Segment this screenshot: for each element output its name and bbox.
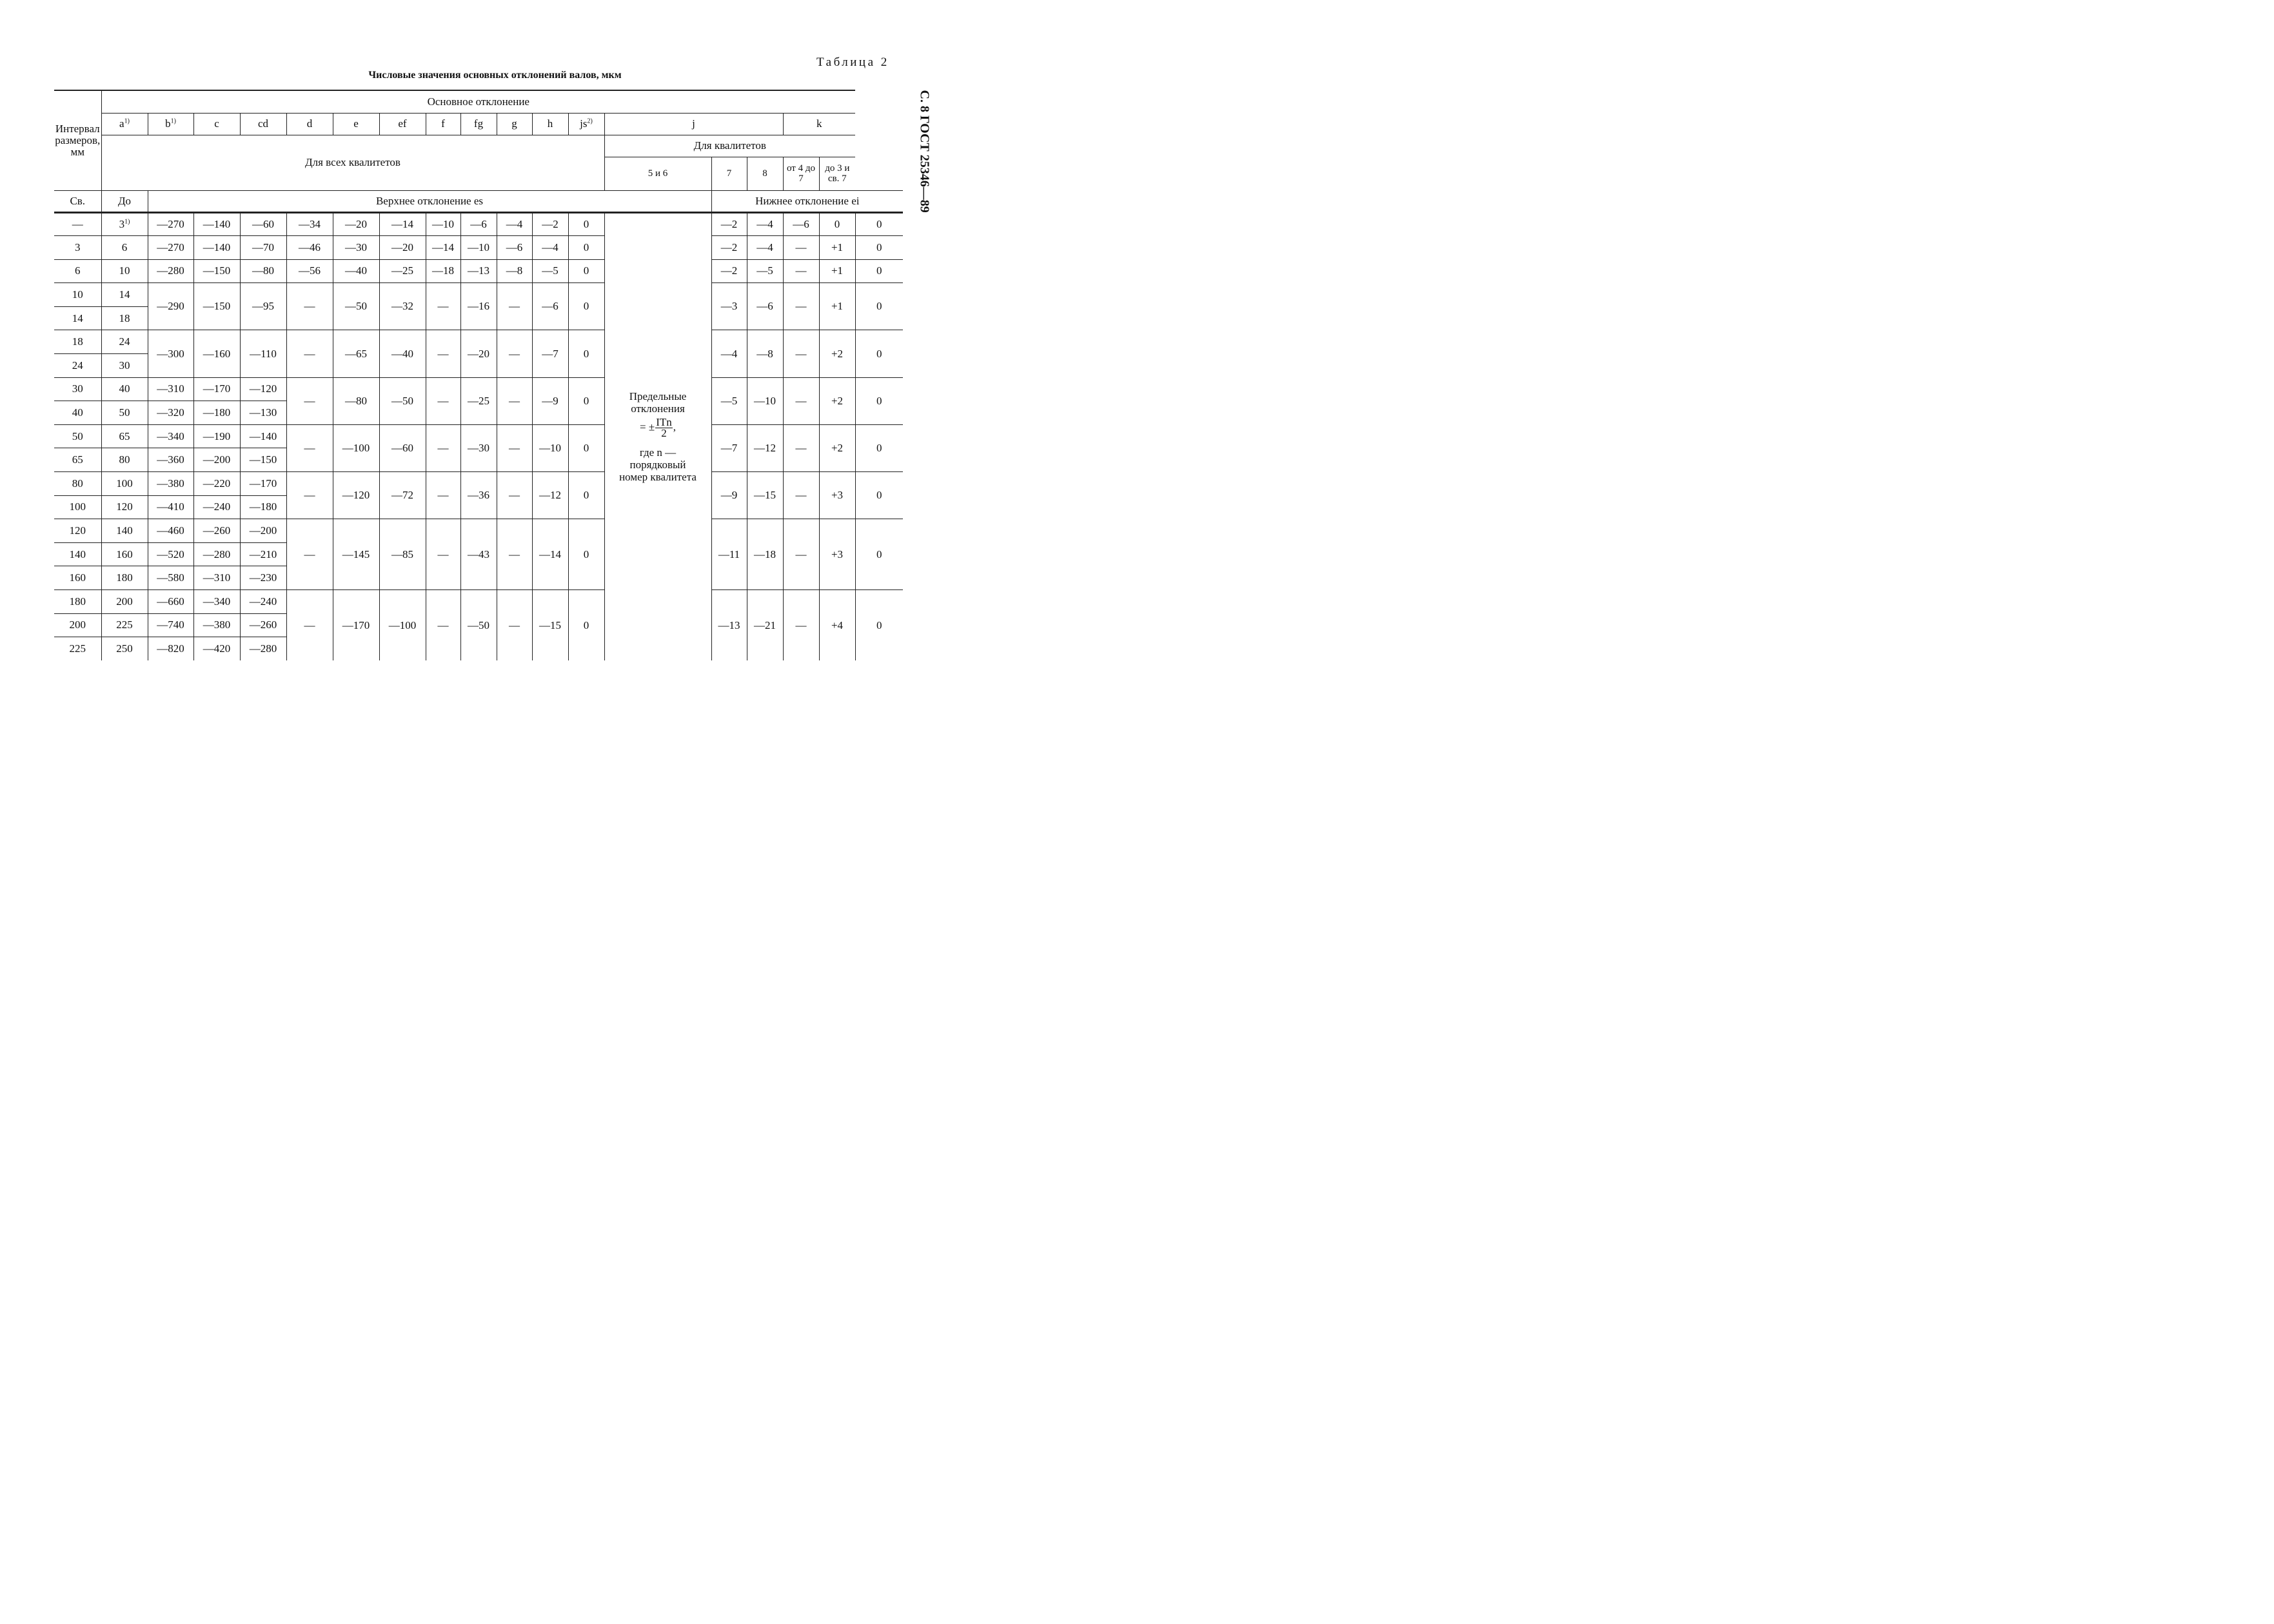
cell-fg: — — [497, 590, 532, 661]
cell-b: —150 — [193, 283, 240, 330]
js-note-line1: Предельные — [629, 390, 687, 403]
cell-a: —580 — [148, 566, 193, 590]
letter-e: e — [333, 113, 379, 135]
cell-f: —16 — [460, 283, 497, 330]
cell-cd: —46 — [286, 236, 333, 260]
cell-ef: — — [426, 519, 460, 590]
cell-g: —6 — [532, 283, 568, 330]
cell-cd: — — [286, 590, 333, 661]
cell-b: —310 — [193, 566, 240, 590]
from-header: Св. — [54, 190, 101, 212]
cell-to: 65 — [101, 424, 148, 448]
cell-h: 0 — [568, 330, 604, 377]
cell-c: —210 — [240, 542, 286, 566]
cell-cd: — — [286, 519, 333, 590]
cell-e: —40 — [379, 330, 426, 377]
table-row — [54, 330, 903, 354]
cell-from: 50 — [54, 424, 101, 448]
cell-b: —190 — [193, 424, 240, 448]
js-note-cell — [604, 212, 711, 660]
cell-b: —260 — [193, 519, 240, 543]
cell-to: 30 — [101, 354, 148, 378]
cell-from: 3 — [54, 236, 101, 260]
cell-e: —25 — [379, 259, 426, 283]
cell-b: —140 — [193, 212, 240, 236]
cell-d: —120 — [333, 472, 379, 519]
cell-b: —220 — [193, 472, 240, 496]
cell-a: —280 — [148, 259, 193, 283]
cell-j8: — — [783, 330, 819, 377]
letter-cd: cd — [240, 113, 286, 135]
header-row-1 — [54, 90, 903, 113]
cell-c: —240 — [240, 590, 286, 614]
cell-j8: — — [783, 519, 819, 590]
letter-ef: ef — [379, 113, 426, 135]
cell-e: —100 — [379, 590, 426, 661]
cell-f: —43 — [460, 519, 497, 590]
cell-b: —160 — [193, 330, 240, 377]
cell-c: —170 — [240, 472, 286, 496]
table-row — [54, 259, 903, 283]
cell-f: —10 — [460, 236, 497, 260]
cell-to: 100 — [101, 472, 148, 496]
letter-fg: fg — [460, 113, 497, 135]
letter-j: j — [604, 113, 783, 135]
letter-f: f — [426, 113, 460, 135]
table-row — [54, 283, 903, 307]
cell-j5-6: —2 — [711, 259, 747, 283]
cell-fg: — — [497, 330, 532, 377]
cell-c: —200 — [240, 519, 286, 543]
cell-f: —50 — [460, 590, 497, 661]
cell-d: —100 — [333, 424, 379, 471]
letter-k: k — [783, 113, 855, 135]
page-side-label: С. 8 ГОСТ 25346—89 — [917, 90, 932, 213]
cell-to: 160 — [101, 542, 148, 566]
cell-ef: — — [426, 424, 460, 471]
cell-k4-7: +3 — [819, 519, 855, 590]
cell-cd: —56 — [286, 259, 333, 283]
cell-from: 225 — [54, 637, 101, 661]
cell-g: —2 — [532, 212, 568, 236]
table-row — [54, 377, 903, 401]
cell-h: 0 — [568, 590, 604, 661]
cell-to: 24 — [101, 330, 148, 354]
grade-4-7: от 4 до 7 — [783, 157, 819, 190]
cell-h: 0 — [568, 236, 604, 260]
cell-d: —80 — [333, 377, 379, 424]
letter-b: $b^{1)}$ — [148, 113, 193, 135]
cell-b: —340 — [193, 590, 240, 614]
cell-from: 14 — [54, 306, 101, 330]
grade-upto3-over7: до 3 и св. 7 — [819, 157, 855, 190]
cell-e: —20 — [379, 236, 426, 260]
cell-d: —65 — [333, 330, 379, 377]
cell-a: —460 — [148, 519, 193, 543]
cell-e: —14 — [379, 212, 426, 236]
grade-7: 7 — [711, 157, 747, 190]
cell-c: —230 — [240, 566, 286, 590]
letter-js: $js^{2)}$ — [568, 113, 604, 135]
cell-a: —340 — [148, 424, 193, 448]
cell-j5-6: —11 — [711, 519, 747, 590]
cell-f: —20 — [460, 330, 497, 377]
cell-b: —280 — [193, 542, 240, 566]
cell-b: —420 — [193, 637, 240, 661]
cell-to: 6 — [101, 236, 148, 260]
cell-g: —7 — [532, 330, 568, 377]
to-header: До — [101, 190, 148, 212]
table-row — [54, 519, 903, 543]
cell-j7: —12 — [747, 424, 783, 471]
cell-j5-6: —3 — [711, 283, 747, 330]
cell-cd: — — [286, 283, 333, 330]
cell-fg: — — [497, 377, 532, 424]
cell-cd: — — [286, 377, 333, 424]
letter-a: $a^{1)}$ — [101, 113, 148, 135]
cell-from: 65 — [54, 448, 101, 472]
grade-5-6: 5 и 6 — [604, 157, 711, 190]
cell-c: —70 — [240, 236, 286, 260]
cell-j7: —4 — [747, 212, 783, 236]
cell-c: —140 — [240, 424, 286, 448]
cell-f: —30 — [460, 424, 497, 471]
cell-g: —9 — [532, 377, 568, 424]
deviation-type-row — [54, 190, 903, 212]
letters-row — [54, 113, 903, 135]
cell-j7: —18 — [747, 519, 783, 590]
cell-from: 180 — [54, 590, 101, 614]
cell-cd: — — [286, 424, 333, 471]
upper-deviation-header: Верхнее отклонение es — [148, 190, 711, 212]
cell-k-other: 0 — [855, 212, 903, 236]
js-note-line4: порядковый — [629, 459, 686, 471]
cell-a: —300 — [148, 330, 193, 377]
cell-a: —310 — [148, 377, 193, 401]
cell-h: 0 — [568, 283, 604, 330]
cell-from: 200 — [54, 613, 101, 637]
cell-fg: — — [497, 472, 532, 519]
cell-g: —12 — [532, 472, 568, 519]
cell-c: —150 — [240, 448, 286, 472]
cell-j5-6: —13 — [711, 590, 747, 661]
cell-e: —72 — [379, 472, 426, 519]
cell-a: —360 — [148, 448, 193, 472]
cell-a: —380 — [148, 472, 193, 496]
cell-k-other: 0 — [855, 377, 903, 424]
letter-g: g — [497, 113, 532, 135]
cell-to: 250 — [101, 637, 148, 661]
formula-denominator: 2 — [661, 427, 667, 440]
cell-from: 24 — [54, 354, 101, 378]
cell-d: —145 — [333, 519, 379, 590]
cell-to: 80 — [101, 448, 148, 472]
cell-d: —30 — [333, 236, 379, 260]
cell-a: —270 — [148, 212, 193, 236]
letter-d: d — [286, 113, 333, 135]
cell-j7: —6 — [747, 283, 783, 330]
cell-a: —410 — [148, 495, 193, 519]
formula-numerator: ITn — [656, 416, 672, 429]
cell-c: —60 — [240, 212, 286, 236]
cell-c: —280 — [240, 637, 286, 661]
cell-k4-7: +3 — [819, 472, 855, 519]
cell-k4-7: +2 — [819, 377, 855, 424]
cell-to: 40 — [101, 377, 148, 401]
cell-d: —170 — [333, 590, 379, 661]
cell-j8: — — [783, 377, 819, 424]
cell-a: —270 — [148, 236, 193, 260]
letter-h: h — [532, 113, 568, 135]
cell-ef: — — [426, 330, 460, 377]
cell-cd: — — [286, 472, 333, 519]
cell-j7: —10 — [747, 377, 783, 424]
cell-k-other: 0 — [855, 519, 903, 590]
cell-to: 14 — [101, 283, 148, 307]
cell-b: —180 — [193, 401, 240, 425]
cell-c: —110 — [240, 330, 286, 377]
cell-e: —60 — [379, 424, 426, 471]
js-note-formula: = ± $\frac{\text{ITn}}{2}$ , — [640, 416, 676, 440]
cell-a: —820 — [148, 637, 193, 661]
cell-j5-6: —7 — [711, 424, 747, 471]
cell-j7: —8 — [747, 330, 783, 377]
cell-from: — — [54, 212, 101, 236]
cell-to: 120 — [101, 495, 148, 519]
cell-from: 6 — [54, 259, 101, 283]
cell-j8: — — [783, 283, 819, 330]
main-deviation-header: Основное отклонение — [101, 90, 855, 113]
lower-deviation-header: Нижнее отклонение ei — [711, 190, 903, 212]
cell-fg: — — [497, 283, 532, 330]
cell-c: —180 — [240, 495, 286, 519]
cell-a: —740 — [148, 613, 193, 637]
cell-ef: — — [426, 377, 460, 424]
cell-from: 40 — [54, 401, 101, 425]
cell-from: 140 — [54, 542, 101, 566]
cell-j8: —6 — [783, 212, 819, 236]
cell-from: 80 — [54, 472, 101, 496]
cell-to: 50 — [101, 401, 148, 425]
cell-ef: —18 — [426, 259, 460, 283]
cell-k-other: 0 — [855, 330, 903, 377]
formula-fraction — [655, 417, 673, 439]
cell-j5-6: —2 — [711, 212, 747, 236]
cell-j5-6: —5 — [711, 377, 747, 424]
cell-g: —14 — [532, 519, 568, 590]
cell-j8: — — [783, 472, 819, 519]
cell-ef: — — [426, 283, 460, 330]
cell-to: 140 — [101, 519, 148, 543]
cell-k-other: 0 — [855, 472, 903, 519]
cell-f: —13 — [460, 259, 497, 283]
cell-d: —20 — [333, 212, 379, 236]
cell-h: 0 — [568, 424, 604, 471]
cell-k4-7: +1 — [819, 283, 855, 330]
cell-fg: —4 — [497, 212, 532, 236]
cell-b: —170 — [193, 377, 240, 401]
cell-b: —200 — [193, 448, 240, 472]
interval-header: Интервал размеров, мм — [54, 90, 101, 190]
cell-j7: —4 — [747, 236, 783, 260]
cell-fg: — — [497, 519, 532, 590]
cell-k4-7: +1 — [819, 259, 855, 283]
cell-to: 225 — [101, 613, 148, 637]
cell-e: —50 — [379, 377, 426, 424]
cell-from: 10 — [54, 283, 101, 307]
grades-group-row — [54, 135, 903, 157]
document-page — [0, 0, 1005, 709]
js-note-line3: где n — — [639, 446, 677, 459]
cell-h: 0 — [568, 519, 604, 590]
deviations-table — [54, 90, 903, 660]
cell-to: 200 — [101, 590, 148, 614]
cell-ef: —14 — [426, 236, 460, 260]
cell-from: 18 — [54, 330, 101, 354]
cell-g: —15 — [532, 590, 568, 661]
js-note-line5: номер квалитета — [619, 471, 697, 484]
cell-j7: —21 — [747, 590, 783, 661]
letter-c: c — [193, 113, 240, 135]
cell-d: —50 — [333, 283, 379, 330]
cell-a: —290 — [148, 283, 193, 330]
cell-j5-6: —9 — [711, 472, 747, 519]
cell-d: —40 — [333, 259, 379, 283]
cell-to: 18 — [101, 306, 148, 330]
cell-fg: —6 — [497, 236, 532, 260]
cell-k4-7: +2 — [819, 330, 855, 377]
cell-a: —660 — [148, 590, 193, 614]
cell-from: 100 — [54, 495, 101, 519]
cell-c: —260 — [240, 613, 286, 637]
cell-g: —4 — [532, 236, 568, 260]
cell-j5-6: —2 — [711, 236, 747, 260]
cell-from: 120 — [54, 519, 101, 543]
js-note-line2: отклонения — [631, 402, 685, 415]
cell-k4-7: +4 — [819, 590, 855, 661]
cell-e: —32 — [379, 283, 426, 330]
cell-fg: — — [497, 424, 532, 471]
cell-a: —320 — [148, 401, 193, 425]
cell-j7: —15 — [747, 472, 783, 519]
all-grades-header: Для всех квалитетов — [101, 135, 604, 190]
cell-k4-7: +1 — [819, 236, 855, 260]
cell-to: 180 — [101, 566, 148, 590]
cell-h: 0 — [568, 377, 604, 424]
cell-j8: — — [783, 424, 819, 471]
cell-g: —5 — [532, 259, 568, 283]
cell-h: 0 — [568, 259, 604, 283]
for-grades-header: Для квалитетов — [604, 135, 855, 157]
cell-h: 0 — [568, 472, 604, 519]
table-row — [54, 590, 903, 614]
cell-j8: — — [783, 259, 819, 283]
table-row — [54, 424, 903, 448]
cell-b: —140 — [193, 236, 240, 260]
cell-fg: —8 — [497, 259, 532, 283]
cell-c: —120 — [240, 377, 286, 401]
table-number: Таблица 2 — [816, 55, 889, 69]
cell-cd: — — [286, 330, 333, 377]
cell-k4-7: +2 — [819, 424, 855, 471]
cell-k4-7: 0 — [819, 212, 855, 236]
table-row — [54, 212, 903, 236]
cell-j8: — — [783, 590, 819, 661]
cell-k-other: 0 — [855, 424, 903, 471]
cell-k-other: 0 — [855, 590, 903, 661]
cell-k-other: 0 — [855, 236, 903, 260]
cell-j8: — — [783, 236, 819, 260]
cell-ef: — — [426, 590, 460, 661]
cell-f: —25 — [460, 377, 497, 424]
cell-to: 10 — [101, 259, 148, 283]
table-body — [54, 212, 903, 660]
cell-k-other: 0 — [855, 259, 903, 283]
cell-c: —130 — [240, 401, 286, 425]
cell-e: —85 — [379, 519, 426, 590]
cell-f: —36 — [460, 472, 497, 519]
cell-from: 30 — [54, 377, 101, 401]
cell-b: —380 — [193, 613, 240, 637]
cell-ef: —10 — [426, 212, 460, 236]
cell-k-other: 0 — [855, 283, 903, 330]
cell-c: —80 — [240, 259, 286, 283]
table-title: Числовые значения основных отклонений валов, мкм — [368, 70, 622, 81]
cell-j5-6: —4 — [711, 330, 747, 377]
cell-a: —520 — [148, 542, 193, 566]
cell-b: —150 — [193, 259, 240, 283]
cell-cd: —34 — [286, 212, 333, 236]
table-row — [54, 236, 903, 260]
cell-b: —240 — [193, 495, 240, 519]
table-row — [54, 472, 903, 496]
cell-h: 0 — [568, 212, 604, 236]
cell-j7: —5 — [747, 259, 783, 283]
cell-ef: — — [426, 472, 460, 519]
cell-g: —10 — [532, 424, 568, 471]
cell-f: —6 — [460, 212, 497, 236]
cell-c: —95 — [240, 283, 286, 330]
grade-8: 8 — [747, 157, 783, 190]
cell-from: 160 — [54, 566, 101, 590]
cell-to: 3$^{1)}$ — [101, 212, 148, 236]
